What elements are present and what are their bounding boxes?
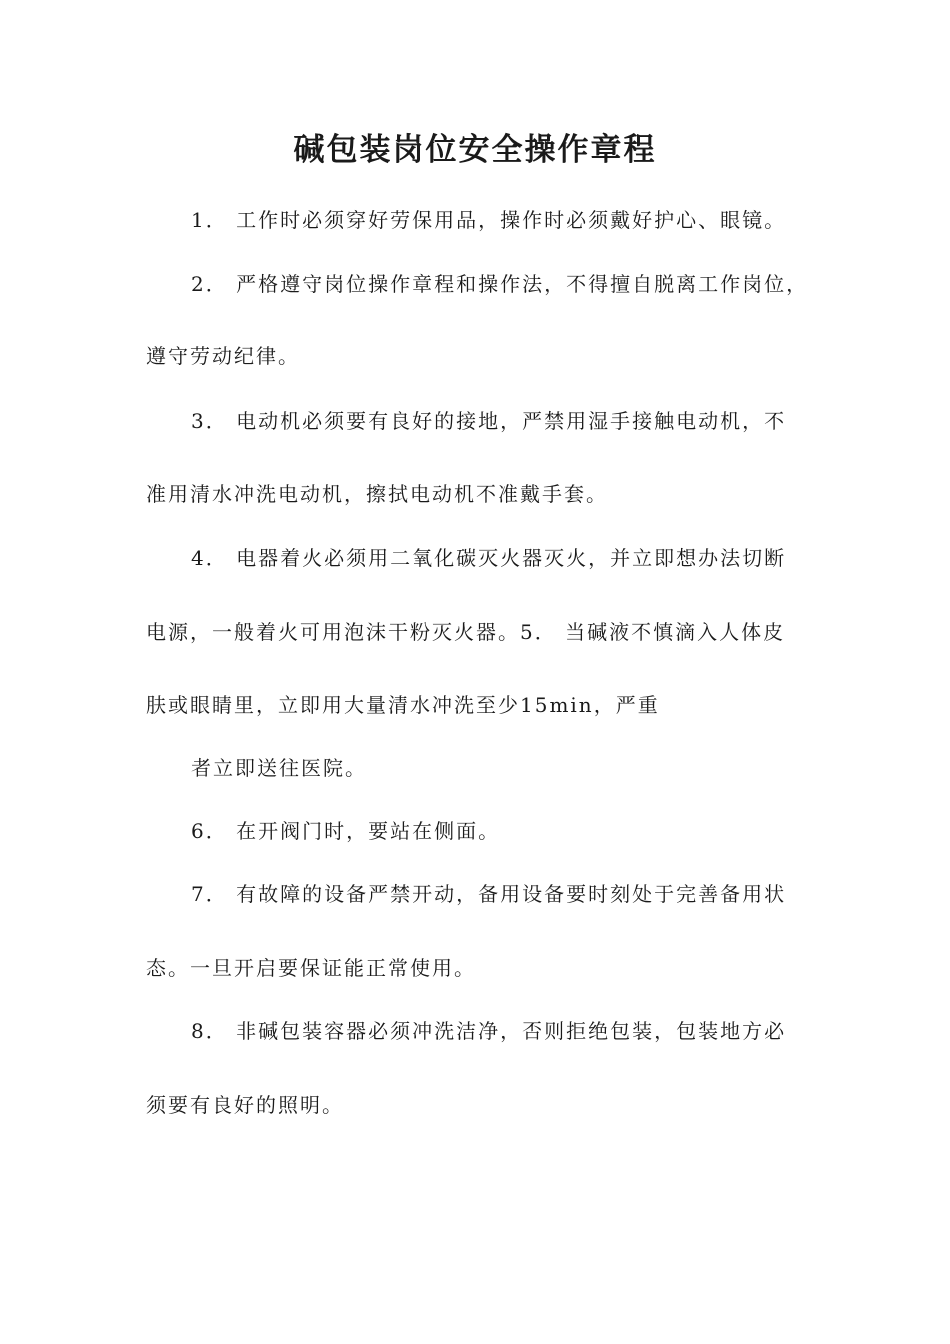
rule-7-line-1: 7． 有故障的设备严禁开动，备用设备要时刻处于完善备用状 [191, 882, 787, 906]
rule-8-line-2: 须要有良好的照明。 [146, 1093, 344, 1117]
rule-4-line-1: 4． 电器着火必须用二氧化碳灭火器灭火，并立即想办法切断 [191, 546, 787, 570]
rule-7-line-2: 态。一旦开启要保证能正常使用。 [146, 956, 476, 980]
rule-3-line-2: 准用清水冲洗电动机，擦拭电动机不准戴手套。 [146, 482, 608, 506]
rule-2-line-2: 遵守劳动纪律。 [146, 344, 300, 368]
rule-5-line-3: 者立即送往医院。 [191, 756, 367, 780]
rule-8-line-1: 8． 非碱包装容器必须冲洗洁净，否则拒绝包装，包装地方必 [191, 1019, 787, 1043]
rule-5-line-2: 肤或眼睛里，立即用大量清水冲洗至少15min，严重 [146, 693, 660, 717]
rule-6-line-1: 6． 在开阀门时，要站在侧面。 [191, 819, 501, 843]
rule-4-line-2: 电源，一般着火可用泡沫干粉灭火器。5． 当碱液不慎滴入人体皮 [146, 620, 786, 644]
rule-2-line-1: 2． 严格遵守岗位操作章程和操作法，不得擅自脱离工作岗位， [191, 272, 809, 296]
rule-1-line-1: 1． 工作时必须穿好劳保用品，操作时必须戴好护心、眼镜。 [191, 208, 787, 232]
rule-3-line-1: 3． 电动机必须要有良好的接地，严禁用湿手接触电动机，不 [191, 409, 787, 433]
document-title: 碱包装岗位安全操作章程 [293, 132, 657, 168]
